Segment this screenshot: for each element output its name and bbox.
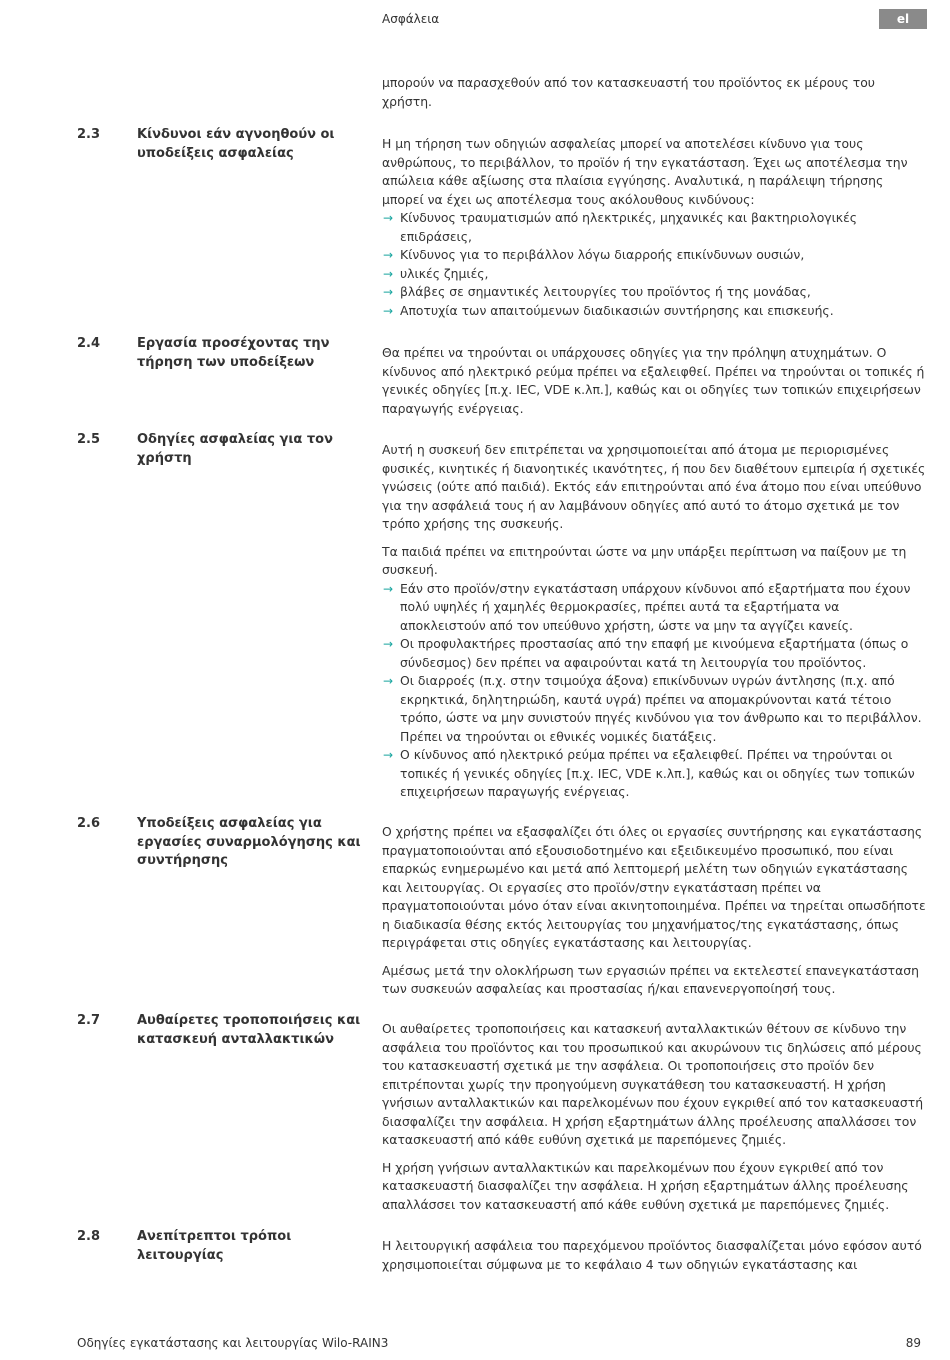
paragraph: Η μη τήρηση των οδηγιών ασφαλείας μπορεί να αποτελέσει κίνδυνο για τους ανθρώπους, το περιβάλλον, το προϊόν ή την εγκατάσταση. Έχει ως αποτέλεσμα την απώλεια κάθε αξίωσης στα πλαίσια εγγύησης. Αναλυτικά, η παράλειψη τήρησης μπορεί να έχει ως αποτέλεσμα τους ακόλουθους κινδύνους: bbox=[382, 136, 908, 207]
list-item: → Ο κίνδυνος από ηλεκτρικό ρεύμα πρέπει να εξαλειφθεί. Πρέπει να τηρούνται οι τοπικές ή γενικές οδηγίες [π.χ. IEC, VDE κ.λπ.], καθώς και οι οδηγίες των τοπικών επιχειρήσεων παραγωγής ενέργειας. bbox=[383, 747, 915, 799]
paragraph: Η χρήση γνήσιων ανταλλακτικών και παρελκομένων που έχουν εγκριθεί από τον κατασκευαστή διασφαλίζει την ασφάλεια. Η χρήση εξαρτημάτων άλλης προέλευσης απαλλάσσει τον κατασκευαστή από κάθε ευθύνη σχετικά με παρεπόμενες ζημιές. bbox=[382, 1159, 909, 1212]
list-item: → Αποτυχία των απαιτούμενων διαδικασιών συντήρησης και επισκευής. bbox=[382, 302, 927, 321]
section-body-2-8 bbox=[382, 1237, 927, 1274]
arrow-right-icon: → bbox=[383, 674, 394, 688]
header-title: Ασφάλεια bbox=[382, 12, 440, 26]
list-item: → Οι προφυλακτήρες προστασίας από την επαφή με κινούμενα εξαρτήματα (όπως ο σύνδεσμος) δεν πρέπει να αφαιρούνται κατά τη λειτουργία του προϊόντος. bbox=[383, 636, 909, 670]
section-number-2-7: 2.7 bbox=[77, 1013, 101, 1028]
paragraph: Τα παιδιά πρέπει να επιτηρούνται ώστε να μην υπάρξει περίπτωση να παίξουν με τη συσκευή. bbox=[382, 543, 907, 577]
section-body-2-5 bbox=[382, 441, 927, 802]
paragraph: Οι αυθαίρετες τροποποιήσεις και κατασκευή ανταλλακτικών θέτουν σε κίνδυνο την ασφάλεια του προϊόντος και του προσωπικού και ακυρώνουν τις δηλώσεις από μέρους του κατασκευαστή σχετικά με την ασφάλεια. Οι τροποποιήσεις στο προϊόν δεν επιτρέπονται χωρίς την προηγούμενη συγκατάθεση του κατασκευαστή. Η χρήση γνήσιων ανταλλακτικών και παρελκομένων που έχουν εγκριθεί από τον κατασκευαστή διασφαλίζει την ασφάλεια. Η χρήση εξαρτημάτων άλλης προέλευσης απαλλάσσει τον κατασκευαστή από κάθε ευθύνη σχετικά με παρεπόμενες ζημιές. bbox=[382, 1021, 924, 1147]
list-item: → βλάβες σε σημαντικές λειτουργίες του προϊόντος ή της μονάδας, bbox=[382, 283, 927, 302]
paragraph: Αμέσως μετά την ολοκλήρωση των εργασιών πρέπει να εκτελεστεί επανεγκατάσταση των συσκευών ασφαλείας και προστασίας ή/και επανενεργοποίησή τους. bbox=[382, 962, 919, 996]
paragraph: Αυτή η συσκευή δεν επιτρέπεται να χρησιμοποιείται από άτομα με περιορισμένες φυσικές, κινητικές ή διανοητικές ικανότητες, ή που δεν διαθέτουν εμπειρία ή σχετικές γνώσεις (ούτε από παιδιά). Εκτός εάν επιτηρούνται από ένα άτομο που είναι υπεύθυνο για την ασφάλειά τους ή αν λαμβάνουν οδηγίες από αυτό το άτομο σχετικά με τον τρόπο χρήσης της συσκευής. bbox=[382, 442, 926, 531]
section-number-2-6: 2.6 bbox=[77, 816, 101, 831]
section-body-2-3 bbox=[382, 135, 927, 320]
section-body-2-4 bbox=[382, 344, 927, 418]
paragraph: Η λειτουργική ασφάλεια του παρεχόμενου προϊόντος διασφαλίζεται μόνο εφόσον αυτό χρησιμοποιείται σύμφωνα με το κεφάλαιο 4 των οδηγιών εγκατάστασης και bbox=[382, 1238, 922, 1272]
paragraph: Ο χρήστης πρέπει να εξασφαλίζει ότι όλες οι εργασίες συντήρησης και εγκατάστασης πραγματοποιούνται από εξουσιοδοτημένο και εξειδικευμένο προσωπικό, που είναι επαρκώς ενημερωμένο και μετά από λεπτομερή μελέτη των οδηγιών εγκατάστασης και λειτουργίας. Οι εργασίες στο προϊόν/στην εγκατάσταση πρέπει να πραγματοποιούνται μόνο όταν είναι ακινητοποιημένα. Πρέπει να τηρείται οπωσδήποτε η διαδικασία θέσης εκτός λειτουργίας του μηχανήματος/της εγκατάστασης, όπως περιγράφεται στις οδηγίες εγκατάστασης και λειτουργίας. bbox=[382, 824, 926, 950]
list-item: → υλικές ζημιές, bbox=[382, 265, 927, 284]
section-title-2-4: Εργασία προσέχοντας την τήρηση των υποδείξεων bbox=[137, 336, 330, 370]
section-title-2-5: Οδηγίες ασφαλείας για τον χρήστη bbox=[137, 432, 333, 466]
bullet-list bbox=[382, 580, 927, 802]
footer-title: Οδηγίες εγκατάστασης και λειτουργίας Wilo-RAIN3 bbox=[77, 1336, 389, 1350]
arrow-right-icon: → bbox=[383, 581, 394, 596]
arrow-right-icon: → bbox=[383, 211, 394, 225]
section-number-2-8: 2.8 bbox=[77, 1229, 101, 1244]
section-number-2-5: 2.5 bbox=[77, 432, 101, 447]
list-item: → Κίνδυνος για το περιβάλλον λόγω διαρροής επικίνδυνων ουσιών, bbox=[382, 246, 927, 265]
section-number-2-3: 2.3 bbox=[77, 127, 101, 142]
bullet-list bbox=[382, 209, 927, 320]
arrow-right-icon: → bbox=[383, 748, 394, 762]
arrow-right-icon: → bbox=[383, 248, 394, 262]
section-title-2-7: Αυθαίρετες τροποποιήσεις και κατασκευή ανταλλακτικών bbox=[137, 1013, 361, 1047]
list-item: → Κίνδυνος τραυματισμών από ηλεκτρικές, μηχανικές και βακτηριολογικές επιδράσεις, bbox=[383, 210, 858, 244]
section-title-2-3: Κίνδυνοι εάν αγνοηθούν οι υποδείξεις ασφαλείας bbox=[137, 127, 335, 161]
continuation-paragraph bbox=[382, 74, 927, 111]
section-body-2-7 bbox=[382, 1020, 927, 1214]
language-badge: el bbox=[879, 9, 927, 29]
paragraph: Θα πρέπει να τηρούνται οι υπάρχουσες οδηγίες για την πρόληψη ατυχημάτων. Ο κίνδυνος από ηλεκτρικό ρεύμα πρέπει να εξαλειφθεί. Πρέπει να τηρούνται οι τοπικές ή γενικές οδηγίες [π.χ. IEC, VDE κ.λπ.], καθώς και οι οδηγίες των τοπικών επιχειρήσεων παραγωγής ενέργειας. bbox=[382, 345, 925, 416]
section-body-2-6 bbox=[382, 823, 927, 999]
arrow-right-icon: → bbox=[383, 285, 394, 299]
arrow-right-icon: → bbox=[383, 266, 394, 281]
arrow-right-icon: → bbox=[383, 637, 394, 651]
arrow-right-icon: → bbox=[383, 303, 394, 318]
section-title-2-6: Υποδείξεις ασφαλείας για εργασίες συναρμολόγησης και συντήρησης bbox=[137, 816, 361, 869]
paragraph: μπορούν να παρασχεθούν από τον κατασκευαστή του προϊόντος εκ μέρους του χρήστη. bbox=[382, 75, 875, 109]
section-title-2-8: Ανεπίτρεπτοι τρόποι λειτουργίας bbox=[137, 1229, 292, 1263]
list-item: → Εάν στο προϊόν/στην εγκατάσταση υπάρχουν κίνδυνοι από εξαρτήματα που έχουν πολύ υψηλές ή χαμηλές θερμοκρασίες, πρέπει αυτά τα εξαρτήματα να αποκλειστούν από τον υπεύθυνο χρήστη, ώστε να μην τα αγγίζει κανείς. bbox=[383, 580, 911, 633]
page-number: 89 bbox=[905, 1336, 921, 1350]
list-item: → Οι διαρροές (π.χ. στην τσιμούχα άξονα) επικίνδυνων υγρών άντλησης (π.χ. από εκρηκτικά, δηλητηριώδη, καυτά υγρά) πρέπει να απομακρύνονται κατά τέτοιο τρόπο, ώστε να μην συνιστούν πηγές κινδύνου για τον άνθρωπο και το περιβάλλον. Πρέπει να τηρούνται οι εθνικές νομικές διατάξεις. bbox=[383, 673, 922, 744]
section-number-2-4: 2.4 bbox=[77, 336, 101, 351]
